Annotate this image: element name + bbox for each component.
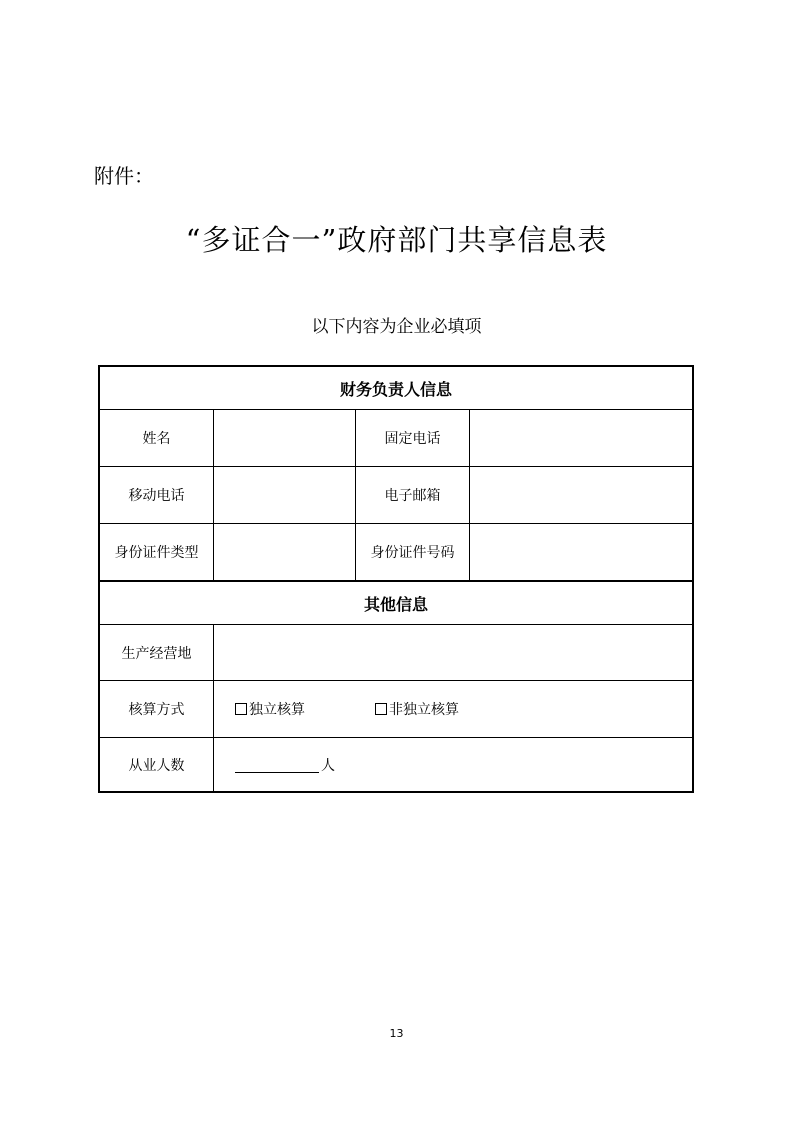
table-row	[100, 737, 692, 791]
table-row	[100, 680, 692, 737]
table-row	[100, 523, 692, 580]
accounting-method-label: 核算方式	[128, 702, 185, 718]
table-row	[100, 466, 692, 523]
employee-count-unit: 人	[321, 757, 335, 774]
employee-count-label: 从业人数	[128, 757, 185, 774]
finance-section-heading: 财务负责人信息	[339, 379, 452, 399]
non-independent-accounting-option[interactable]	[375, 699, 459, 719]
name-field[interactable]	[213, 410, 355, 466]
employee-count-field[interactable]	[235, 756, 319, 773]
email-label: 电子邮箱	[355, 467, 469, 523]
id-type-field[interactable]	[213, 524, 355, 580]
checkbox-icon[interactable]	[375, 703, 387, 715]
attachment-label: 附件：	[94, 164, 154, 188]
other-section-heading: 其他信息	[363, 594, 428, 614]
landline-field[interactable]	[469, 410, 692, 466]
id-type-label: 身份证件类型	[114, 545, 199, 561]
document-title: “多证合一”政府部门共享信息表	[185, 223, 608, 257]
id-number-label: 身份证件号码	[355, 524, 469, 580]
mobile-label: 移动电话	[128, 488, 185, 504]
table-row	[100, 624, 692, 680]
other-section-header	[100, 580, 692, 624]
business-location-field[interactable]	[213, 625, 692, 680]
id-number-field[interactable]	[469, 524, 692, 580]
business-location-label: 生产经营地	[121, 645, 192, 662]
name-label: 姓名	[142, 431, 171, 447]
document-subtitle: 以下内容为企业必填项	[311, 317, 482, 337]
accounting-options	[213, 681, 692, 737]
table-row	[100, 409, 692, 466]
option-label: 非独立核算	[389, 702, 459, 718]
checkbox-icon[interactable]	[235, 703, 247, 715]
page-number: 13	[389, 1027, 404, 1040]
landline-label: 固定电话	[355, 410, 469, 466]
email-field[interactable]	[469, 467, 692, 523]
finance-section-header	[100, 367, 692, 409]
mobile-field[interactable]	[213, 467, 355, 523]
independent-accounting-option[interactable]	[235, 699, 305, 719]
option-label: 独立核算	[249, 702, 305, 718]
info-form-table	[98, 365, 694, 793]
employee-count-cell	[213, 738, 692, 791]
